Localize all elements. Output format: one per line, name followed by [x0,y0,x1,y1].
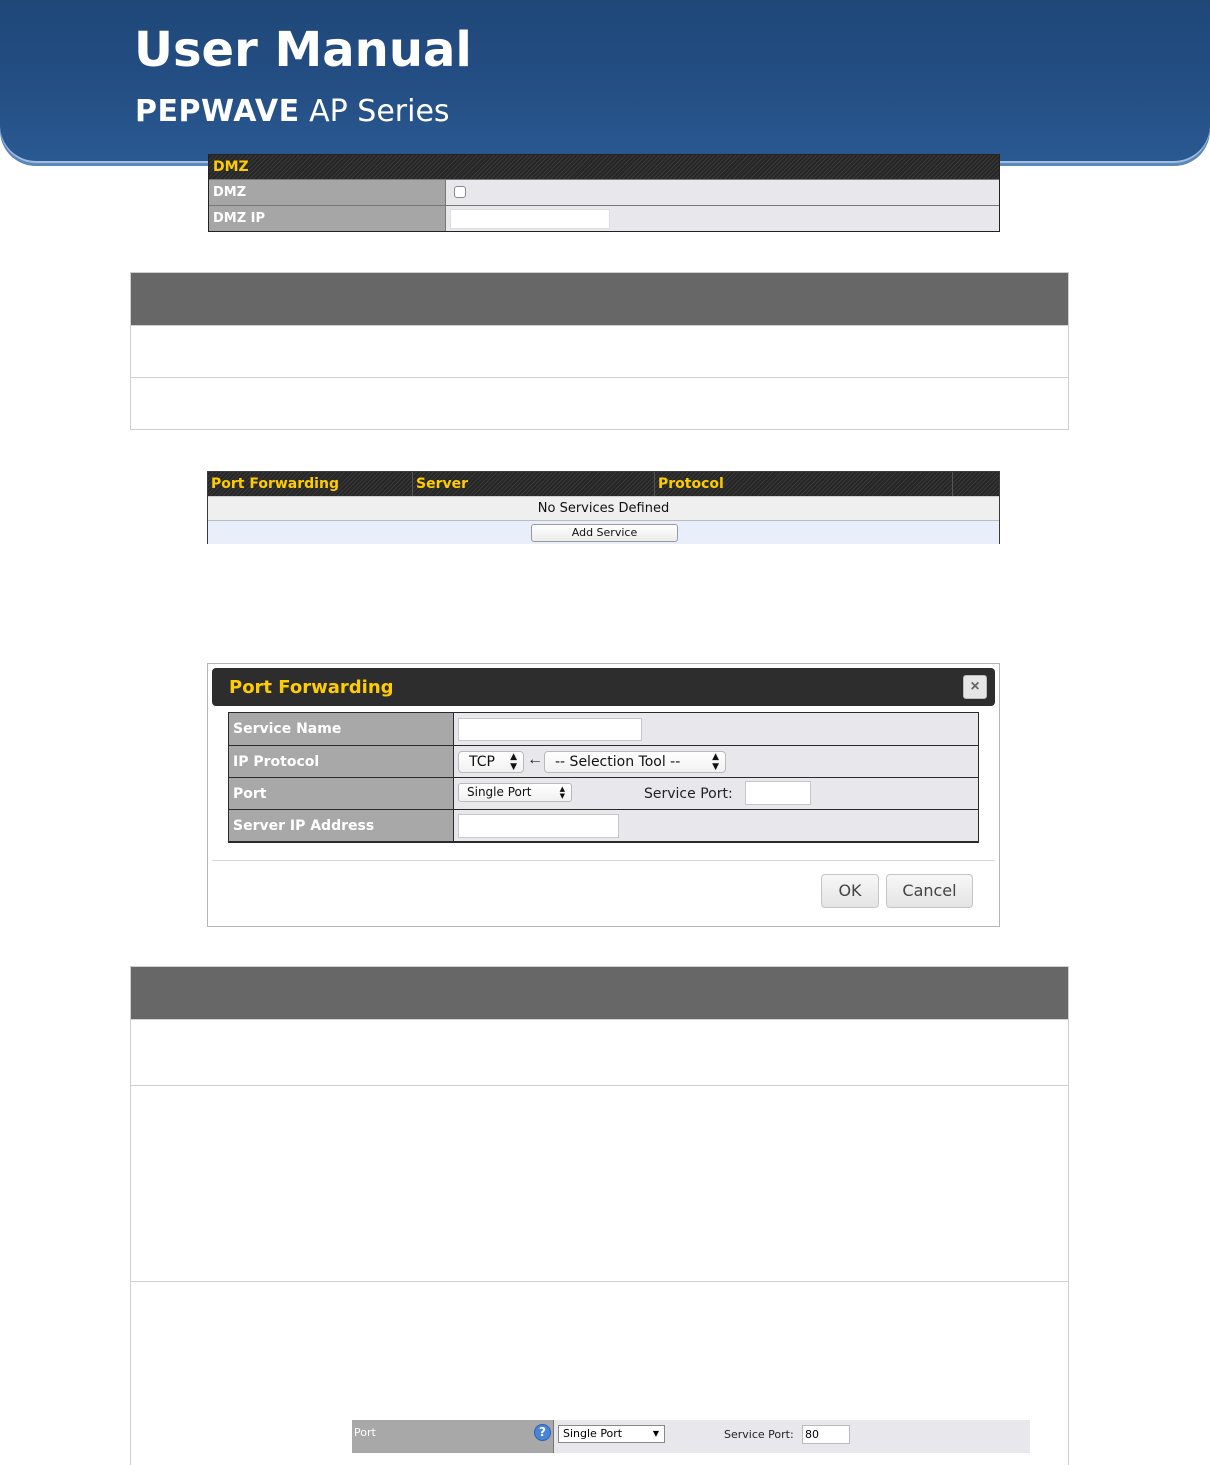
port-type-value: Single Port [467,785,532,799]
port-example-row [352,1420,1030,1453]
dmz-label: DMZ [209,180,446,205]
selection-tool-value: -- Selection Tool -- [555,754,681,770]
port-example-service-port-input[interactable]: 80 [802,1425,850,1444]
select-arrows-icon: ▲ ▼ [712,752,719,772]
dmz-ip-label: DMZ IP [209,206,446,231]
dialog-divider [212,860,995,861]
port-row [229,777,978,809]
description-row [131,1085,1068,1281]
service-port-label: Service Port: [644,786,733,802]
ip-protocol-label: IP Protocol [229,746,454,777]
ip-protocol-row [229,745,978,777]
empty-message: No Services Defined [208,496,999,520]
dmz-checkbox[interactable] [454,186,466,198]
service-name-label: Service Name [229,713,454,745]
port-example-select[interactable] [558,1425,665,1443]
cancel-button[interactable]: Cancel [886,874,973,908]
dmz-row [209,179,999,205]
port-example-service-port-label: Service Port: [724,1428,794,1441]
selection-tool-select[interactable] [544,751,726,773]
server-ip-row [229,809,978,841]
brand-name: PEPWAVE [135,94,300,129]
add-service-button[interactable]: Add Service [531,524,678,542]
description-table-header [131,967,1068,1019]
protocol-select-value: TCP [469,754,495,770]
description-table-header [131,273,1068,325]
dmz-table-header: DMZ [209,155,999,179]
dmz-settings-table [208,154,1000,232]
description-row [131,325,1068,377]
service-port-input[interactable] [745,781,811,805]
port-example-select-value: Single Port [563,1427,623,1440]
select-arrows-icon: ▲ ▼ [559,784,565,800]
select-arrows-icon: ▲ ▼ [510,752,517,772]
dmz-ip-input[interactable] [450,209,610,229]
protocol-select[interactable] [458,751,524,773]
dropdown-arrow-icon: ▼ [652,1429,659,1438]
service-name-input[interactable] [458,718,642,741]
port-forwarding-description-table [130,966,1069,1465]
port-forwarding-form [228,712,979,843]
port-type-select[interactable] [458,783,572,802]
column-protocol: Protocol [655,472,953,496]
port-label: Port [229,778,454,809]
dialog-titlebar [212,668,995,706]
column-port-forwarding: Port Forwarding [208,472,413,496]
close-icon[interactable]: × [963,675,987,699]
arrow-left-icon: ← [527,751,543,768]
dmz-description-table [130,272,1069,430]
port-forwarding-table [207,471,1000,544]
port-forwarding-table-header [208,472,999,496]
description-row [131,377,1068,429]
service-name-row [229,713,978,745]
server-ip-label: Server IP Address [229,810,454,841]
help-icon[interactable]: ? [534,1424,551,1441]
port-example-label: Port [354,1426,376,1439]
header-banner [0,0,1210,166]
product-line [135,94,450,129]
column-server: Server [413,472,655,496]
server-ip-input[interactable] [458,814,619,838]
description-row [131,1019,1068,1085]
column-actions [953,472,999,496]
series-name: AP Series [309,94,450,129]
dialog-title: Port Forwarding [229,677,394,698]
dmz-ip-row [209,205,999,231]
manual-title: User Manual [134,22,472,78]
ok-button[interactable]: OK [821,874,879,908]
port-forwarding-dialog [207,663,1000,927]
